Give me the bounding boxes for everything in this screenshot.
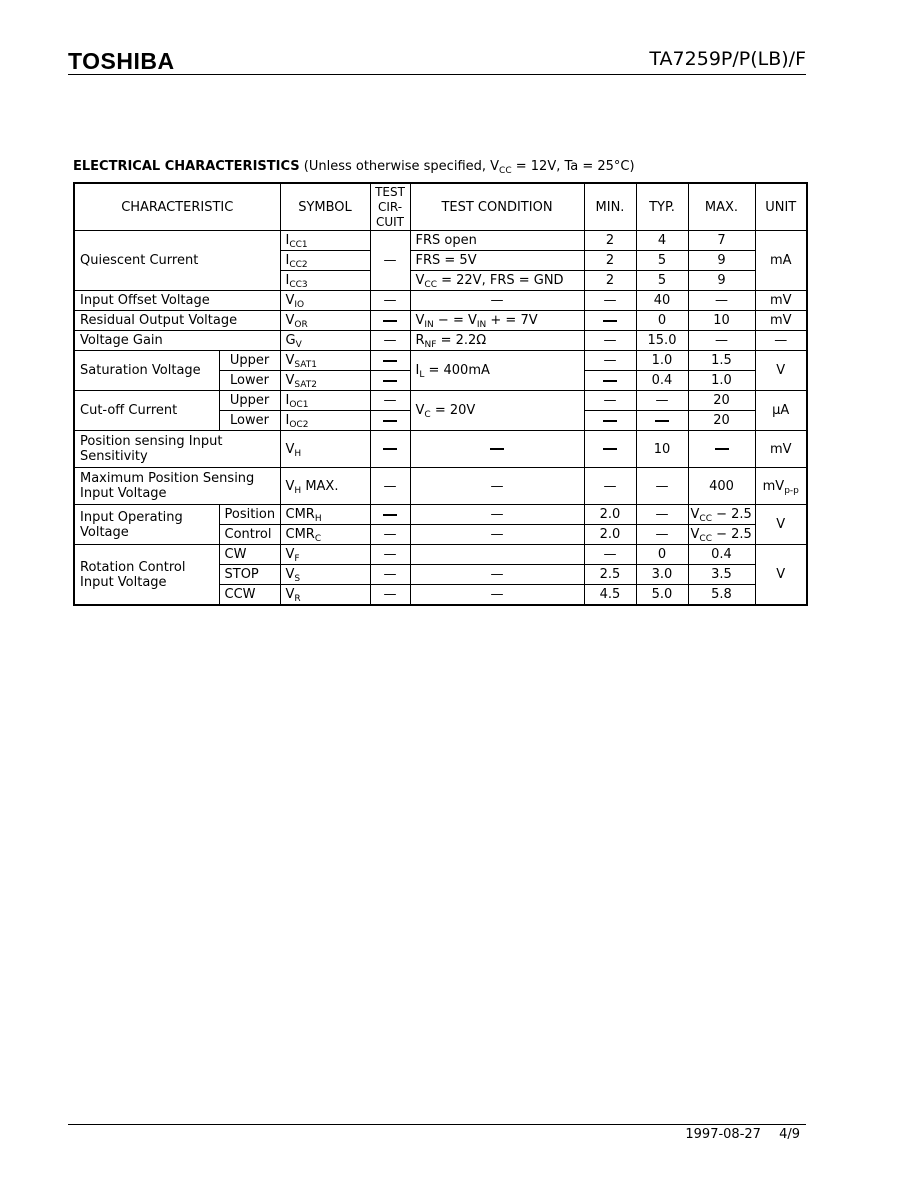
- min-value: —: [584, 331, 636, 351]
- sub-position: Position: [219, 505, 280, 525]
- char-cutoff: Cut-off Current: [74, 391, 219, 431]
- symbol: $I_{OC2}$: [280, 411, 370, 431]
- electrical-characteristics-table: [73, 182, 808, 606]
- symbol: $I_{CC2}$: [280, 251, 370, 271]
- unit: μA: [755, 391, 807, 431]
- char-input-offset: Input Offset Voltage: [74, 291, 280, 311]
- max-value: 20: [688, 411, 755, 431]
- table-row: [74, 545, 807, 565]
- col-characteristic: CHARACTERISTIC: [74, 183, 280, 231]
- symbol: $V_{IO}$: [280, 291, 370, 311]
- typ-value: 0: [636, 311, 688, 331]
- table-row: [74, 391, 807, 411]
- char-rotation-control: Rotation Control Input Voltage: [74, 545, 219, 606]
- char-position-sensing: Position sensing Input Sensitivity: [74, 431, 280, 468]
- min-value: [584, 311, 636, 331]
- min-value: —: [584, 468, 636, 505]
- test-circuit: —: [370, 291, 410, 311]
- max-value: 9: [688, 271, 755, 291]
- typ-value: 1.0: [636, 351, 688, 371]
- symbol: $V_R$: [280, 585, 370, 606]
- unit: V: [755, 505, 807, 545]
- max-value: 3.5: [688, 565, 755, 585]
- test-circuit: —: [370, 525, 410, 545]
- dash-mark: [603, 448, 617, 450]
- symbol: $CMR_C$: [280, 525, 370, 545]
- symbol: $I_{CC1}$: [280, 231, 370, 251]
- typ-value: —: [636, 468, 688, 505]
- col-max: MAX.: [688, 183, 755, 231]
- test-circuit: [370, 371, 410, 391]
- typ-value: 3.0: [636, 565, 688, 585]
- typ-value: 40: [636, 291, 688, 311]
- test-condition: —: [410, 468, 584, 505]
- typ-value: 15.0: [636, 331, 688, 351]
- test-condition: $R_{NF} = 2.2\Omega$: [410, 331, 584, 351]
- footer-date: 1997-08-27: [685, 1127, 761, 1142]
- symbol: $V_H$: [280, 431, 370, 468]
- max-value: $V_{CC} - 2.5$: [688, 505, 755, 525]
- test-condition: —: [410, 565, 584, 585]
- min-value: —: [584, 391, 636, 411]
- col-test-circuit: TEST CIR- CUIT: [370, 183, 410, 231]
- min-value: 2.0: [584, 505, 636, 525]
- test-condition: [410, 545, 584, 565]
- symbol: $V_{SAT1}$: [280, 351, 370, 371]
- symbol: $G_V$: [280, 331, 370, 351]
- typ-value: 4: [636, 231, 688, 251]
- max-value: 10: [688, 311, 755, 331]
- col-test-condition: TEST CONDITION: [410, 183, 584, 231]
- sub-lower: Lower: [219, 411, 280, 431]
- min-value: 2: [584, 231, 636, 251]
- test-circuit: —: [370, 231, 410, 291]
- typ-value: —: [636, 525, 688, 545]
- char-voltage-gain: Voltage Gain: [74, 331, 280, 351]
- dash-mark: [383, 514, 397, 516]
- symbol: $V_{OR}$: [280, 311, 370, 331]
- test-condition: $V_{CC} = 22V$, FRS = GND: [410, 271, 584, 291]
- table-row: [74, 431, 807, 468]
- dash-mark: [603, 380, 617, 382]
- max-value: 0.4: [688, 545, 755, 565]
- min-value: —: [584, 545, 636, 565]
- symbol: $V_F$: [280, 545, 370, 565]
- sub-control: Control: [219, 525, 280, 545]
- test-condition: —: [410, 505, 584, 525]
- min-value: —: [584, 291, 636, 311]
- test-circuit: —: [370, 565, 410, 585]
- dash-mark: [655, 420, 669, 422]
- footer: [685, 1127, 800, 1142]
- min-value: —: [584, 351, 636, 371]
- unit: —: [755, 331, 807, 351]
- sub-lower: Lower: [219, 371, 280, 391]
- min-value: 2.5: [584, 565, 636, 585]
- typ-value: 10: [636, 431, 688, 468]
- sub-cw: CW: [219, 545, 280, 565]
- table-row: [74, 311, 807, 331]
- footer-rule: [68, 1124, 806, 1125]
- dash-mark: [490, 448, 504, 450]
- table-row: [74, 505, 807, 525]
- dash-mark: [383, 320, 397, 322]
- typ-value: 5: [636, 271, 688, 291]
- test-condition: —: [410, 525, 584, 545]
- test-circuit: —: [370, 585, 410, 606]
- max-value: 5.8: [688, 585, 755, 606]
- test-circuit: [370, 431, 410, 468]
- typ-value: [636, 411, 688, 431]
- symbol: $I_{CC3}$: [280, 271, 370, 291]
- test-circuit: [370, 411, 410, 431]
- min-value: [584, 411, 636, 431]
- max-value: 1.5: [688, 351, 755, 371]
- caption-title: ELECTRICAL CHARACTERISTICS: [73, 159, 300, 174]
- header-rule: [68, 74, 806, 75]
- typ-value: 5: [636, 251, 688, 271]
- char-quiescent: Quiescent Current: [74, 231, 280, 291]
- table-row: [74, 351, 807, 371]
- typ-value: 0.4: [636, 371, 688, 391]
- test-circuit: —: [370, 331, 410, 351]
- dash-mark: [603, 420, 617, 422]
- typ-value: —: [636, 391, 688, 411]
- min-value: 2: [584, 271, 636, 291]
- col-typ: TYP.: [636, 183, 688, 231]
- dash-mark: [383, 420, 397, 422]
- dash-mark: [715, 448, 729, 450]
- sub-ccw: CCW: [219, 585, 280, 606]
- test-condition: —: [410, 585, 584, 606]
- test-condition: —: [410, 291, 584, 311]
- test-condition: FRS open: [410, 231, 584, 251]
- sub-stop: STOP: [219, 565, 280, 585]
- test-circuit: —: [370, 391, 410, 411]
- col-unit: UNIT: [755, 183, 807, 231]
- test-condition: FRS = 5V: [410, 251, 584, 271]
- char-max-position-sensing: Maximum Position Sensing Input Voltage: [74, 468, 280, 505]
- table-row: [74, 231, 807, 251]
- max-value: 7: [688, 231, 755, 251]
- max-value: 9: [688, 251, 755, 271]
- max-value: —: [688, 291, 755, 311]
- unit: mV: [755, 431, 807, 468]
- typ-value: 0: [636, 545, 688, 565]
- min-value: 2: [584, 251, 636, 271]
- table-caption: [73, 159, 635, 174]
- max-value: 20: [688, 391, 755, 411]
- test-circuit: —: [370, 545, 410, 565]
- col-min: MIN.: [584, 183, 636, 231]
- unit: mA: [755, 231, 807, 291]
- test-condition: $V_C = 20V$: [410, 391, 584, 431]
- max-value: 400: [688, 468, 755, 505]
- symbol: $V_H$ MAX.: [280, 468, 370, 505]
- test-circuit: [370, 311, 410, 331]
- char-residual-output: Residual Output Voltage: [74, 311, 280, 331]
- header-row: [74, 183, 807, 231]
- char-input-operating: Input Operating Voltage: [74, 505, 219, 545]
- toshiba-logo: TOSHIBA: [68, 48, 175, 74]
- sub-upper: Upper: [219, 351, 280, 371]
- unit: mV: [755, 291, 807, 311]
- test-circuit: [370, 351, 410, 371]
- symbol: $V_S$: [280, 565, 370, 585]
- max-value: $V_{CC} - 2.5$: [688, 525, 755, 545]
- max-value: 1.0: [688, 371, 755, 391]
- unit: V: [755, 545, 807, 606]
- unit: V: [755, 351, 807, 391]
- caption-condition: (Unless otherwise specified, $V_{CC} = 12V$, Ta = 25°C): [303, 159, 635, 176]
- typ-value: 5.0: [636, 585, 688, 606]
- page-number: 4/9: [779, 1127, 800, 1142]
- table-row: [74, 468, 807, 505]
- table-row: [74, 291, 807, 311]
- char-saturation: Saturation Voltage: [74, 351, 219, 391]
- dash-mark: [383, 448, 397, 450]
- col-symbol: SYMBOL: [280, 183, 370, 231]
- unit: mV: [755, 311, 807, 331]
- min-value: [584, 371, 636, 391]
- part-number: TA7259P/P(LB)/F: [649, 48, 806, 70]
- dash-mark: [383, 360, 397, 362]
- unit: $mV_{p-p}$: [755, 468, 807, 505]
- test-condition: $V_{IN}$ − = $V_{IN}$ + = 7V: [410, 311, 584, 331]
- test-circuit: [370, 505, 410, 525]
- min-value: 4.5: [584, 585, 636, 606]
- max-value: —: [688, 331, 755, 351]
- min-value: [584, 431, 636, 468]
- min-value: 2.0: [584, 525, 636, 545]
- max-value: [688, 431, 755, 468]
- symbol: $V_{SAT2}$: [280, 371, 370, 391]
- dash-mark: [383, 380, 397, 382]
- test-circuit: —: [370, 468, 410, 505]
- symbol: $CMR_H$: [280, 505, 370, 525]
- test-condition: $I_L = 400mA$: [410, 351, 584, 391]
- table-row: [74, 331, 807, 351]
- sub-upper: Upper: [219, 391, 280, 411]
- test-condition: [410, 431, 584, 468]
- typ-value: —: [636, 505, 688, 525]
- symbol: $I_{OC1}$: [280, 391, 370, 411]
- dash-mark: [603, 320, 617, 322]
